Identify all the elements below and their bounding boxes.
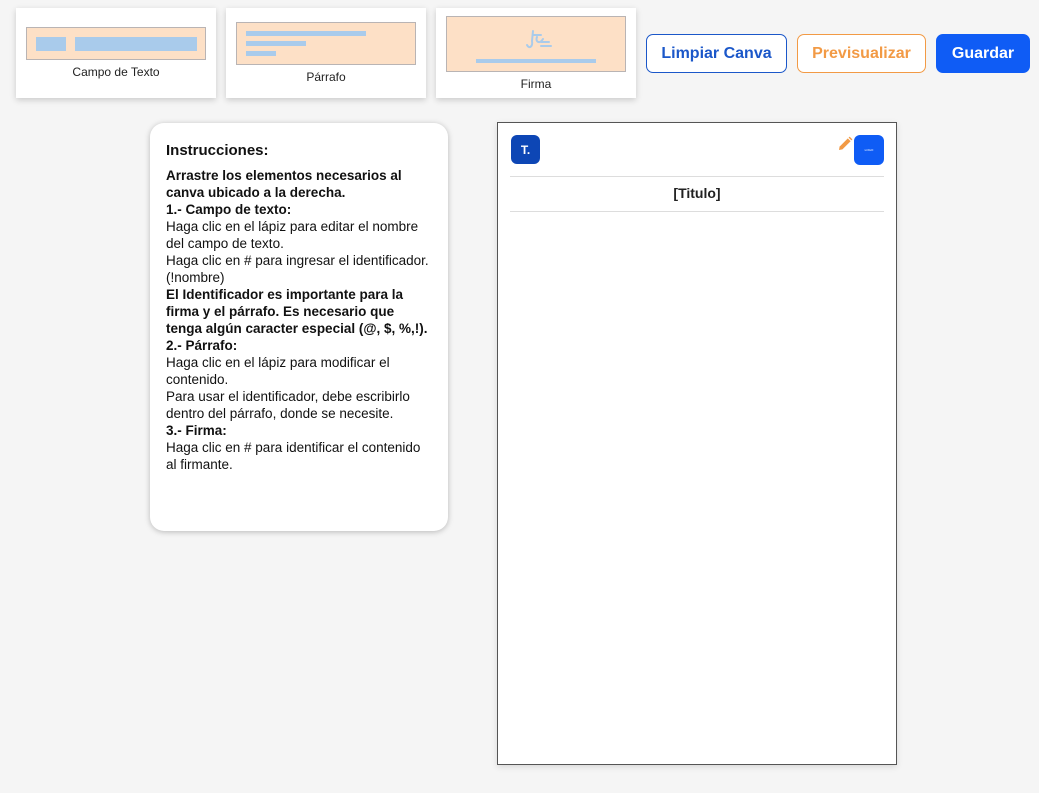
- instructions-intro: Arrastre los elementos necesarios al canva ubicado a la derecha.: [166, 168, 402, 200]
- signature-line: [476, 59, 596, 63]
- clear-canvas-button[interactable]: Limpiar Canva: [646, 34, 787, 73]
- divider: [510, 211, 884, 212]
- section-signature-title: 3.- Firma:: [166, 423, 227, 438]
- preview-bar: [36, 37, 66, 51]
- edit-pencil-icon[interactable]: [837, 136, 853, 152]
- preview-line: [246, 51, 276, 56]
- palette-paragraph-label: Párrafo: [306, 70, 346, 84]
- preview-line: [246, 31, 366, 36]
- section-text-field-title: 1.- Campo de texto:: [166, 202, 292, 217]
- divider: [510, 176, 884, 177]
- preview-line: [246, 41, 306, 46]
- signature-preview: [446, 16, 626, 72]
- identifier-note: El Identificador es importante para la firma y el párrafo. Es necesario que tenga algún caracter especial (@, $, %,!).: [166, 287, 428, 336]
- preview-bar: [75, 37, 197, 51]
- signature-icon: [519, 25, 559, 55]
- palette-paragraph[interactable]: [226, 8, 426, 98]
- instructions-panel: [150, 123, 448, 531]
- instructions-title: Instrucciones:: [166, 142, 269, 159]
- paragraph-preview: [236, 22, 416, 65]
- section-text-field-step: Haga clic en # para ingresar el identificador. (!nombre): [166, 253, 429, 285]
- text-field-preview: [26, 27, 206, 60]
- section-paragraph-step: Para usar el identificador, debe escribirlo dentro del párrafo, donde se necesite.: [166, 389, 410, 421]
- preview-button[interactable]: Previsualizar: [797, 34, 926, 73]
- palette-text-field[interactable]: [16, 8, 216, 98]
- logo-placeholder[interactable]: LOGO: [854, 135, 884, 165]
- section-paragraph-title: 2.- Párrafo:: [166, 338, 238, 353]
- document-canvas[interactable]: [497, 122, 897, 765]
- palette-signature-label: Firma: [520, 77, 552, 91]
- save-button[interactable]: Guardar: [936, 34, 1030, 73]
- palette-signature[interactable]: [436, 8, 636, 98]
- section-text-field-step: Haga clic en el lápiz para editar el nombre del campo de texto.: [166, 219, 419, 251]
- title-type-badge[interactable]: T.: [511, 135, 540, 164]
- canvas-title[interactable]: [Titulo]: [673, 185, 721, 201]
- section-paragraph-step: Haga clic en el lápiz para modificar el contenido.: [166, 355, 390, 387]
- palette-text-field-label: Campo de Texto: [72, 65, 160, 79]
- section-signature-step: Haga clic en # para identificar el contenido al firmante.: [166, 440, 421, 472]
